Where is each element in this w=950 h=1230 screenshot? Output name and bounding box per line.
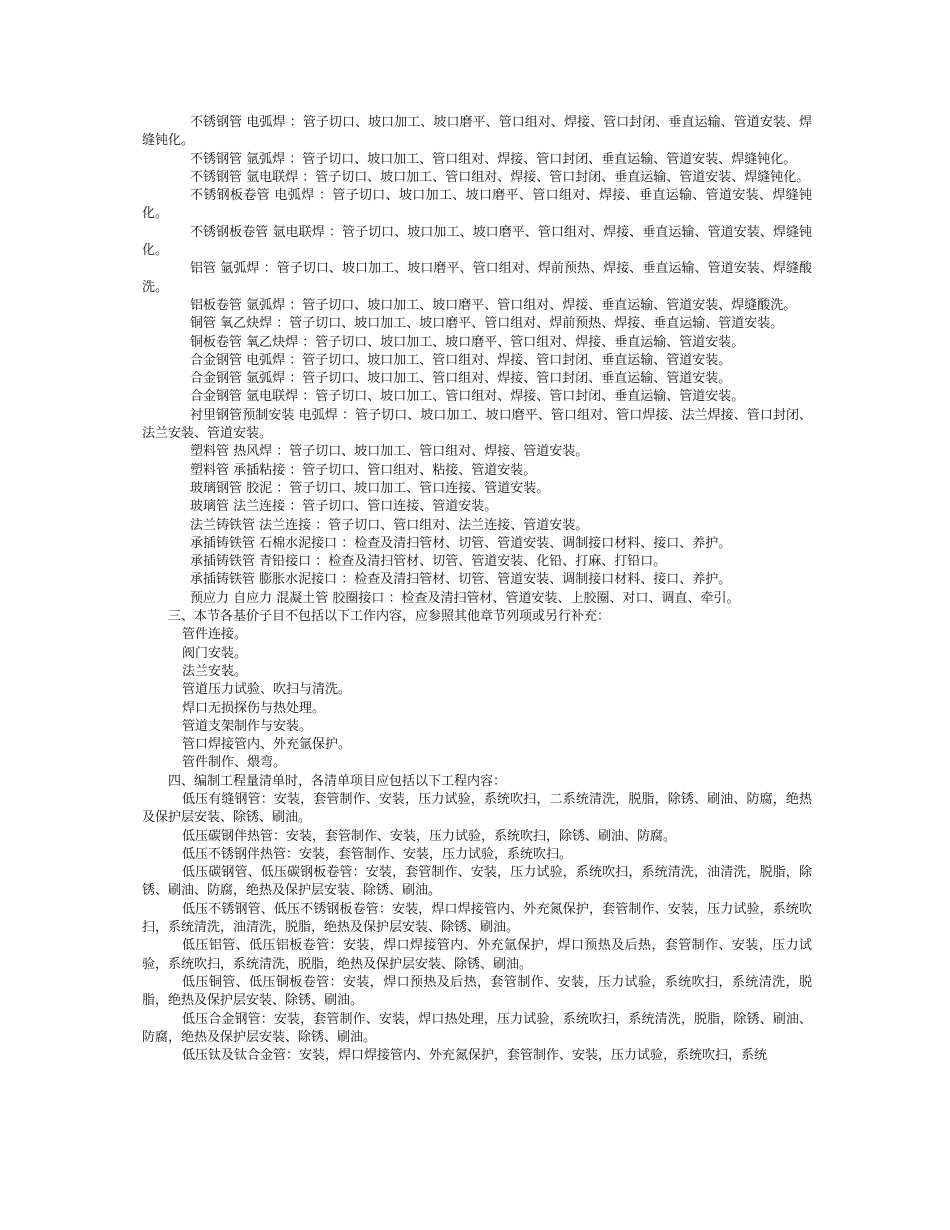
list-item: 法兰安装。: [182, 663, 248, 679]
paragraph: 合金钢管 氩电联焊 ：管子切口、坡口加工、管口组对、焊接、管口封闭、垂直运输、管道安装。: [190, 389, 745, 405]
paragraph: 低压铝管、低压铝板卷管：安装，焊口焊接管内、外充氩保护，焊口预热及后热，套管制作、安装，压力试验，系统吹扫，系统清洗，脱脂，绝热及保护层安装、除锈、刷油。: [142, 938, 812, 972]
paragraph: 铜板卷管 氧乙炔焊 ：管子切口、坡口加工、坡口磨平、管口组对、焊接、垂直运输、管道安装。: [190, 334, 745, 350]
paragraph: 衬里钢管预制安装 电弧焊 ：管子切口、坡口加工、坡口磨平、管口组对、管口焊接、法兰焊接、管口封闭、法兰安装、管道安装。: [142, 407, 812, 442]
list-item: 焊口无损探伤与热处理。: [182, 700, 326, 716]
paragraph: 低压不锈钢管、低压不锈钢板卷管：安装，焊口焊接管内、外充氮保护，套管制作、安装，压力试验，系统吹扫，系统清洗，油清洗，脱脂，绝热及保护层安装、除锈、刷油。: [142, 901, 812, 936]
list-item: 管道支架制作与安装。: [182, 718, 313, 734]
paragraph: 低压不锈钢伴热管：安装，套管制作、安装，压力试验，系统吹扫。: [182, 846, 573, 862]
paragraph: 塑料管 承插粘接 ：管子切口、管口组对、粘接、管道安装。: [190, 462, 537, 478]
paragraph: 低压铜管、低压铜板卷管：安装，焊口预热及后热，套管制作、安装，压力试验，系统吹扫，系统清洗，脱脂，绝热及保护层安装、除锈、刷油。: [142, 974, 812, 1009]
paragraph: 承插铸铁管 膨胀水泥接口 ：检查及清扫管材、切管、管道安装、调制接口材料、接口、养护。: [190, 572, 732, 588]
paragraph: 合金钢管 氩弧焊 ：管子切口、坡口加工、管口组对、焊接、管口封闭、垂直运输、管道安装。: [190, 371, 732, 387]
list-item: 管件连接。: [182, 627, 248, 643]
paragraph: 铜管 氧乙炔焊 ：管子切口、坡口加工、坡口磨平、管口组对、焊前预热、焊接、垂直运输、管道安装。: [190, 316, 784, 332]
list-item: 阀门安装。: [182, 645, 248, 661]
paragraph: 塑料管 热风焊 ：管子切口、坡口加工、管口组对、焊接、管道安装。: [190, 444, 589, 460]
paragraph: 预应力 自应力 混凝土管 胶圈接口 ：检查及清扫管材、管道安装、上胶圈、对口、调直、牵引。: [190, 590, 740, 606]
paragraph: 合金钢管 电弧焊 ：管子切口、坡口加工、管口组对、焊接、管口封闭、垂直运输、管道安装。: [190, 352, 732, 368]
paragraph: 低压碳钢管、低压碳钢板卷管：安装，套管制作、安装，压力试验，系统吹扫，系统清洗，油清洗，脱脂，除锈、刷油、防腐，绝热及保护层安装、除锈、刷油。: [142, 865, 812, 899]
paragraph: 法兰铸铁管 法兰连接 ：管子切口、管口组对、法兰连接、管道安装。: [190, 517, 589, 533]
paragraph: 不锈钢管 氩电联焊 ：管子切口、坡口加工、管口组对、焊接、管口封闭、垂直运输、管道安装、焊缝钝化。: [190, 169, 810, 185]
paragraph: 低压合金钢管：安装，套管制作、安装，焊口热处理，压力试验，系统吹扫，系统清洗，脱脂，除锈、刷油、防腐，绝热及保护层安装、除锈、刷油。: [142, 1011, 812, 1045]
paragraph: 不锈钢管 电弧焊 ：管子切口、坡口加工、坡口磨平、管口组对、焊接、管口封闭、垂直运输、管道安装、焊缝钝化。: [142, 115, 812, 149]
list-item: 管件制作、煨弯。: [182, 755, 287, 771]
list-item: 管道压力试验、吹扫与清洗。: [182, 682, 352, 698]
paragraph: 不锈钢管 氩弧焊 ：管子切口、坡口加工、管口组对、焊接、管口封闭、垂直运输、管道安装、焊缝钝化。: [190, 151, 797, 167]
paragraph: 铝管 氩弧焊 ：管子切口、坡口加工、坡口磨平、管口组对、焊前预热、焊接、垂直运输、管道安装、焊缝酸洗。: [142, 261, 812, 295]
list-item: 管口焊接管内、外充氩保护。: [182, 737, 352, 753]
paragraph: 不锈钢板卷管 氩电联焊 ：管子切口、坡口加工、坡口磨平、管口组对、焊接、垂直运输、管道安装、焊缝钝化。: [142, 224, 812, 259]
paragraph: 玻璃钢管 胶泥 ：管子切口、坡口加工、管口连接、管道安装。: [190, 480, 550, 496]
section-heading: 四、编制工程量清单时，各清单项目应包括以下工程内容：: [168, 773, 507, 789]
paragraph: 低压有缝钢管：安装，套管制作、安装，压力试验，系统吹扫，二系统清洗，脱脂，除锈、刷油、防腐，绝热及保护层安装、除锈、刷油。: [142, 791, 812, 826]
paragraph: 玻璃管 法兰连接 ：管子切口、管口连接、管道安装。: [190, 499, 498, 515]
paragraph: 低压钛及钛合金管：安装，焊口焊接管内、外充氮保护，套管制作、安装，压力试验，系统吹扫，系统: [182, 1048, 768, 1064]
paragraph: 低压碳钢伴热管：安装，套管制作、安装，压力试验，系统吹扫，除锈、刷油、防腐。: [182, 828, 677, 844]
document-page: [142, 114, 812, 1065]
paragraph: 铝板卷管 氩弧焊 ：管子切口、坡口加工、坡口磨平、管口组对、焊接、垂直运输、管道安装、焊缝酸洗。: [190, 297, 797, 313]
section-heading: 三、本节各基价子目不包括以下工作内容，应参照其他章节列项或另行补充：: [168, 609, 611, 625]
paragraph: 承插铸铁管 青铅接口 ：检查及清扫管材、切管、管道安装、化铅、打麻、打铅口。: [190, 554, 667, 570]
paragraph: 不锈钢板卷管 电弧焊 ：管子切口、坡口加工、坡口磨平、管口组对、焊接、垂直运输、管道安装、焊缝钝化。: [142, 188, 812, 222]
paragraph: 承插铸铁管 石棉水泥接口 ：检查及清扫管材、切管、管道安装、调制接口材料、接口、养护。: [190, 535, 732, 551]
